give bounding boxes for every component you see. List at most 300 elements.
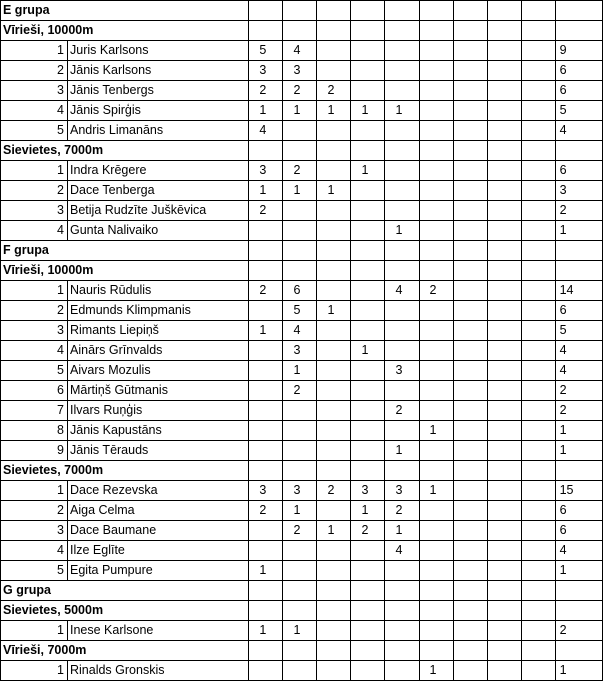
place-cell[interactable]: 3 [1, 521, 68, 541]
empty-cell[interactable] [317, 241, 351, 261]
empty-cell[interactable] [555, 241, 602, 261]
points-cell[interactable]: 1 [317, 301, 351, 321]
points-cell[interactable] [521, 81, 555, 101]
total-cell[interactable]: 2 [555, 401, 602, 421]
empty-cell[interactable] [453, 21, 487, 41]
points-cell[interactable] [419, 521, 453, 541]
points-cell[interactable] [453, 161, 487, 181]
empty-cell[interactable] [351, 141, 385, 161]
empty-cell[interactable] [385, 241, 419, 261]
points-cell[interactable] [283, 121, 317, 141]
points-cell[interactable]: 1 [249, 181, 283, 201]
points-cell[interactable] [351, 81, 385, 101]
empty-cell[interactable] [521, 581, 555, 601]
athlete-name-cell[interactable]: Jānis Spirģis [68, 101, 249, 121]
place-cell[interactable]: 9 [1, 441, 68, 461]
athlete-name-cell[interactable]: Egita Pumpure [68, 561, 249, 581]
athlete-name-cell[interactable]: Jānis Kapustāns [68, 421, 249, 441]
points-cell[interactable] [419, 501, 453, 521]
empty-cell[interactable] [351, 21, 385, 41]
empty-cell[interactable] [521, 241, 555, 261]
points-cell[interactable] [487, 81, 521, 101]
points-cell[interactable] [283, 401, 317, 421]
points-cell[interactable] [317, 281, 351, 301]
points-cell[interactable] [453, 361, 487, 381]
empty-cell[interactable] [283, 261, 317, 281]
empty-cell[interactable] [419, 601, 453, 621]
empty-cell[interactable] [453, 141, 487, 161]
points-cell[interactable] [521, 441, 555, 461]
points-cell[interactable] [249, 341, 283, 361]
empty-cell[interactable] [555, 21, 602, 41]
empty-cell[interactable] [555, 141, 602, 161]
athlete-name-cell[interactable]: Dace Baumane [68, 521, 249, 541]
points-cell[interactable]: 1 [385, 221, 419, 241]
points-cell[interactable]: 4 [385, 281, 419, 301]
points-cell[interactable] [487, 381, 521, 401]
athlete-name-cell[interactable]: Andris Limanāns [68, 121, 249, 141]
empty-cell[interactable] [453, 581, 487, 601]
empty-cell[interactable] [487, 1, 521, 21]
points-cell[interactable] [521, 181, 555, 201]
athlete-name-cell[interactable]: Mārtiņš Gūtmanis [68, 381, 249, 401]
points-cell[interactable] [487, 321, 521, 341]
points-cell[interactable] [385, 621, 419, 641]
empty-cell[interactable] [487, 601, 521, 621]
points-cell[interactable]: 3 [385, 361, 419, 381]
empty-cell[interactable] [487, 581, 521, 601]
total-cell[interactable]: 6 [555, 521, 602, 541]
points-cell[interactable] [521, 161, 555, 181]
points-cell[interactable] [521, 201, 555, 221]
points-cell[interactable] [385, 661, 419, 681]
place-cell[interactable]: 4 [1, 221, 68, 241]
empty-cell[interactable] [317, 141, 351, 161]
total-cell[interactable]: 5 [555, 321, 602, 341]
points-cell[interactable]: 1 [351, 161, 385, 181]
points-cell[interactable]: 1 [351, 101, 385, 121]
empty-cell[interactable] [317, 1, 351, 21]
total-cell[interactable]: 1 [555, 221, 602, 241]
athlete-name-cell[interactable]: Gunta Nalivaiko [68, 221, 249, 241]
points-cell[interactable] [453, 561, 487, 581]
category-label[interactable]: Vīrieši, 7000m [1, 641, 249, 661]
total-cell[interactable]: 4 [555, 361, 602, 381]
category-label[interactable]: Sievietes, 7000m [1, 461, 249, 481]
points-cell[interactable] [487, 521, 521, 541]
points-cell[interactable] [317, 441, 351, 461]
points-cell[interactable]: 2 [385, 401, 419, 421]
points-cell[interactable] [249, 221, 283, 241]
empty-cell[interactable] [385, 141, 419, 161]
points-cell[interactable]: 5 [249, 41, 283, 61]
place-cell[interactable]: 5 [1, 561, 68, 581]
points-cell[interactable] [487, 561, 521, 581]
group-label[interactable]: G grupa [1, 581, 249, 601]
points-cell[interactable]: 1 [317, 181, 351, 201]
points-cell[interactable] [385, 421, 419, 441]
points-cell[interactable] [351, 621, 385, 641]
points-cell[interactable]: 2 [283, 521, 317, 541]
points-cell[interactable] [453, 121, 487, 141]
points-cell[interactable] [419, 361, 453, 381]
athlete-name-cell[interactable]: Jānis Tērauds [68, 441, 249, 461]
total-cell[interactable]: 1 [555, 661, 602, 681]
place-cell[interactable]: 4 [1, 101, 68, 121]
points-cell[interactable] [453, 321, 487, 341]
points-cell[interactable] [351, 201, 385, 221]
points-cell[interactable]: 2 [385, 501, 419, 521]
place-cell[interactable]: 2 [1, 181, 68, 201]
empty-cell[interactable] [249, 461, 283, 481]
points-cell[interactable] [317, 321, 351, 341]
points-cell[interactable] [521, 521, 555, 541]
empty-cell[interactable] [249, 1, 283, 21]
empty-cell[interactable] [249, 141, 283, 161]
empty-cell[interactable] [453, 601, 487, 621]
points-cell[interactable] [487, 341, 521, 361]
total-cell[interactable]: 2 [555, 381, 602, 401]
points-cell[interactable] [487, 441, 521, 461]
points-cell[interactable] [419, 161, 453, 181]
empty-cell[interactable] [283, 461, 317, 481]
points-cell[interactable] [419, 561, 453, 581]
empty-cell[interactable] [249, 241, 283, 261]
points-cell[interactable]: 2 [283, 81, 317, 101]
points-cell[interactable] [487, 221, 521, 241]
place-cell[interactable]: 1 [1, 41, 68, 61]
points-cell[interactable] [317, 61, 351, 81]
empty-cell[interactable] [317, 601, 351, 621]
points-cell[interactable] [453, 521, 487, 541]
points-cell[interactable]: 1 [351, 341, 385, 361]
points-cell[interactable] [453, 501, 487, 521]
points-cell[interactable] [521, 541, 555, 561]
empty-cell[interactable] [487, 641, 521, 661]
points-cell[interactable] [487, 401, 521, 421]
total-cell[interactable]: 6 [555, 301, 602, 321]
empty-cell[interactable] [351, 261, 385, 281]
points-cell[interactable]: 3 [249, 481, 283, 501]
points-cell[interactable] [453, 661, 487, 681]
place-cell[interactable]: 2 [1, 301, 68, 321]
points-cell[interactable] [419, 41, 453, 61]
empty-cell[interactable] [249, 601, 283, 621]
points-cell[interactable]: 1 [351, 501, 385, 521]
points-cell[interactable] [521, 301, 555, 321]
points-cell[interactable]: 6 [283, 281, 317, 301]
athlete-name-cell[interactable]: Dace Tenberga [68, 181, 249, 201]
empty-cell[interactable] [317, 21, 351, 41]
points-cell[interactable] [419, 341, 453, 361]
points-cell[interactable] [453, 421, 487, 441]
athlete-name-cell[interactable]: Betija Rudzīte Juškēvica [68, 201, 249, 221]
points-cell[interactable] [351, 301, 385, 321]
empty-cell[interactable] [249, 581, 283, 601]
points-cell[interactable] [419, 121, 453, 141]
points-cell[interactable] [487, 161, 521, 181]
points-cell[interactable] [453, 441, 487, 461]
points-cell[interactable] [351, 121, 385, 141]
points-cell[interactable] [487, 301, 521, 321]
points-cell[interactable]: 2 [283, 381, 317, 401]
place-cell[interactable]: 1 [1, 481, 68, 501]
empty-cell[interactable] [317, 261, 351, 281]
points-cell[interactable]: 3 [249, 161, 283, 181]
empty-cell[interactable] [385, 461, 419, 481]
empty-cell[interactable] [351, 241, 385, 261]
points-cell[interactable] [249, 401, 283, 421]
category-label[interactable]: Sievietes, 5000m [1, 601, 249, 621]
place-cell[interactable]: 5 [1, 121, 68, 141]
points-cell[interactable] [419, 301, 453, 321]
empty-cell[interactable] [317, 581, 351, 601]
points-cell[interactable] [521, 501, 555, 521]
empty-cell[interactable] [521, 461, 555, 481]
total-cell[interactable]: 1 [555, 421, 602, 441]
athlete-name-cell[interactable]: Juris Karlsons [68, 41, 249, 61]
points-cell[interactable] [453, 481, 487, 501]
points-cell[interactable]: 1 [249, 321, 283, 341]
empty-cell[interactable] [385, 261, 419, 281]
empty-cell[interactable] [521, 141, 555, 161]
points-cell[interactable] [317, 421, 351, 441]
points-cell[interactable] [283, 561, 317, 581]
points-cell[interactable] [521, 341, 555, 361]
athlete-name-cell[interactable]: Jānis Tenbergs [68, 81, 249, 101]
empty-cell[interactable] [487, 461, 521, 481]
points-cell[interactable] [317, 161, 351, 181]
total-cell[interactable]: 15 [555, 481, 602, 501]
empty-cell[interactable] [487, 241, 521, 261]
points-cell[interactable]: 1 [385, 441, 419, 461]
points-cell[interactable] [317, 201, 351, 221]
points-cell[interactable] [385, 381, 419, 401]
athlete-name-cell[interactable]: Ilze Eglīte [68, 541, 249, 561]
points-cell[interactable]: 1 [385, 521, 419, 541]
points-cell[interactable] [453, 221, 487, 241]
place-cell[interactable]: 3 [1, 81, 68, 101]
points-cell[interactable] [453, 301, 487, 321]
points-cell[interactable]: 3 [283, 341, 317, 361]
points-cell[interactable] [249, 441, 283, 461]
points-cell[interactable] [351, 421, 385, 441]
empty-cell[interactable] [249, 641, 283, 661]
points-cell[interactable] [521, 41, 555, 61]
total-cell[interactable]: 1 [555, 561, 602, 581]
points-cell[interactable] [351, 181, 385, 201]
empty-cell[interactable] [351, 581, 385, 601]
empty-cell[interactable] [283, 21, 317, 41]
athlete-name-cell[interactable]: Rimants Liepiņš [68, 321, 249, 341]
points-cell[interactable]: 1 [283, 361, 317, 381]
points-cell[interactable] [385, 121, 419, 141]
points-cell[interactable] [521, 121, 555, 141]
athlete-name-cell[interactable]: Nauris Rūdulis [68, 281, 249, 301]
empty-cell[interactable] [521, 261, 555, 281]
athlete-name-cell[interactable]: Aivars Mozulis [68, 361, 249, 381]
points-cell[interactable] [487, 121, 521, 141]
total-cell[interactable]: 2 [555, 201, 602, 221]
points-cell[interactable] [385, 61, 419, 81]
place-cell[interactable]: 3 [1, 321, 68, 341]
total-cell[interactable]: 6 [555, 501, 602, 521]
points-cell[interactable] [351, 441, 385, 461]
points-cell[interactable] [249, 301, 283, 321]
place-cell[interactable]: 6 [1, 381, 68, 401]
points-cell[interactable] [385, 41, 419, 61]
empty-cell[interactable] [385, 581, 419, 601]
empty-cell[interactable] [521, 21, 555, 41]
points-cell[interactable] [317, 341, 351, 361]
place-cell[interactable]: 7 [1, 401, 68, 421]
empty-cell[interactable] [249, 261, 283, 281]
athlete-name-cell[interactable]: Edmunds Klimpmanis [68, 301, 249, 321]
points-cell[interactable]: 2 [419, 281, 453, 301]
athlete-name-cell[interactable]: Jānis Karlsons [68, 61, 249, 81]
points-cell[interactable] [419, 201, 453, 221]
empty-cell[interactable] [555, 641, 602, 661]
points-cell[interactable] [385, 81, 419, 101]
total-cell[interactable]: 6 [555, 81, 602, 101]
points-cell[interactable] [317, 121, 351, 141]
points-cell[interactable] [317, 501, 351, 521]
points-cell[interactable] [453, 201, 487, 221]
total-cell[interactable]: 6 [555, 61, 602, 81]
points-cell[interactable] [419, 321, 453, 341]
points-cell[interactable] [249, 661, 283, 681]
empty-cell[interactable] [487, 141, 521, 161]
points-cell[interactable]: 4 [385, 541, 419, 561]
empty-cell[interactable] [453, 261, 487, 281]
points-cell[interactable] [283, 441, 317, 461]
points-cell[interactable] [249, 361, 283, 381]
category-label[interactable]: Vīrieši, 10000m [1, 261, 249, 281]
points-cell[interactable] [385, 301, 419, 321]
points-cell[interactable]: 3 [351, 481, 385, 501]
empty-cell[interactable] [283, 581, 317, 601]
points-cell[interactable] [521, 621, 555, 641]
points-cell[interactable]: 1 [249, 621, 283, 641]
points-cell[interactable]: 1 [419, 481, 453, 501]
points-cell[interactable] [351, 321, 385, 341]
points-cell[interactable] [351, 541, 385, 561]
points-cell[interactable] [385, 201, 419, 221]
points-cell[interactable] [453, 101, 487, 121]
points-cell[interactable] [419, 401, 453, 421]
points-cell[interactable] [385, 181, 419, 201]
points-cell[interactable] [385, 341, 419, 361]
points-cell[interactable] [419, 381, 453, 401]
empty-cell[interactable] [419, 21, 453, 41]
points-cell[interactable]: 3 [385, 481, 419, 501]
points-cell[interactable] [487, 481, 521, 501]
points-cell[interactable]: 1 [283, 621, 317, 641]
points-cell[interactable] [249, 521, 283, 541]
points-cell[interactable] [283, 421, 317, 441]
points-cell[interactable]: 1 [419, 661, 453, 681]
empty-cell[interactable] [521, 641, 555, 661]
place-cell[interactable]: 4 [1, 541, 68, 561]
points-cell[interactable] [351, 381, 385, 401]
empty-cell[interactable] [521, 1, 555, 21]
total-cell[interactable]: 4 [555, 121, 602, 141]
empty-cell[interactable] [419, 461, 453, 481]
points-cell[interactable]: 4 [283, 321, 317, 341]
points-cell[interactable] [521, 61, 555, 81]
points-cell[interactable] [453, 81, 487, 101]
points-cell[interactable] [453, 41, 487, 61]
points-cell[interactable]: 1 [317, 521, 351, 541]
empty-cell[interactable] [351, 461, 385, 481]
points-cell[interactable] [487, 41, 521, 61]
points-cell[interactable] [487, 621, 521, 641]
athlete-name-cell[interactable]: Rinalds Gronskis [68, 661, 249, 681]
points-cell[interactable] [419, 101, 453, 121]
points-cell[interactable] [521, 101, 555, 121]
empty-cell[interactable] [555, 261, 602, 281]
empty-cell[interactable] [385, 21, 419, 41]
points-cell[interactable] [453, 401, 487, 421]
points-cell[interactable]: 1 [283, 501, 317, 521]
points-cell[interactable] [385, 561, 419, 581]
points-cell[interactable] [521, 281, 555, 301]
points-cell[interactable] [385, 161, 419, 181]
points-cell[interactable] [351, 41, 385, 61]
empty-cell[interactable] [419, 261, 453, 281]
points-cell[interactable]: 1 [249, 101, 283, 121]
points-cell[interactable] [317, 221, 351, 241]
total-cell[interactable]: 3 [555, 181, 602, 201]
athlete-name-cell[interactable]: Aiga Celma [68, 501, 249, 521]
empty-cell[interactable] [385, 641, 419, 661]
empty-cell[interactable] [453, 641, 487, 661]
points-cell[interactable] [317, 401, 351, 421]
points-cell[interactable]: 1 [419, 421, 453, 441]
points-cell[interactable] [283, 541, 317, 561]
points-cell[interactable] [317, 541, 351, 561]
place-cell[interactable]: 2 [1, 61, 68, 81]
points-cell[interactable]: 1 [283, 181, 317, 201]
points-cell[interactable] [249, 541, 283, 561]
empty-cell[interactable] [453, 461, 487, 481]
points-cell[interactable]: 4 [283, 41, 317, 61]
empty-cell[interactable] [555, 1, 602, 21]
points-cell[interactable]: 3 [283, 481, 317, 501]
points-cell[interactable] [419, 61, 453, 81]
empty-cell[interactable] [555, 601, 602, 621]
total-cell[interactable]: 9 [555, 41, 602, 61]
empty-cell[interactable] [283, 641, 317, 661]
empty-cell[interactable] [487, 21, 521, 41]
points-cell[interactable]: 2 [283, 161, 317, 181]
empty-cell[interactable] [419, 1, 453, 21]
empty-cell[interactable] [283, 241, 317, 261]
points-cell[interactable] [317, 621, 351, 641]
points-cell[interactable]: 2 [249, 281, 283, 301]
group-label[interactable]: F grupa [1, 241, 249, 261]
place-cell[interactable]: 1 [1, 281, 68, 301]
points-cell[interactable] [351, 221, 385, 241]
points-cell[interactable] [453, 61, 487, 81]
points-cell[interactable] [419, 181, 453, 201]
total-cell[interactable]: 4 [555, 341, 602, 361]
points-cell[interactable] [317, 381, 351, 401]
athlete-name-cell[interactable]: Inese Karlsone [68, 621, 249, 641]
total-cell[interactable]: 1 [555, 441, 602, 461]
points-cell[interactable] [419, 621, 453, 641]
empty-cell[interactable] [419, 581, 453, 601]
